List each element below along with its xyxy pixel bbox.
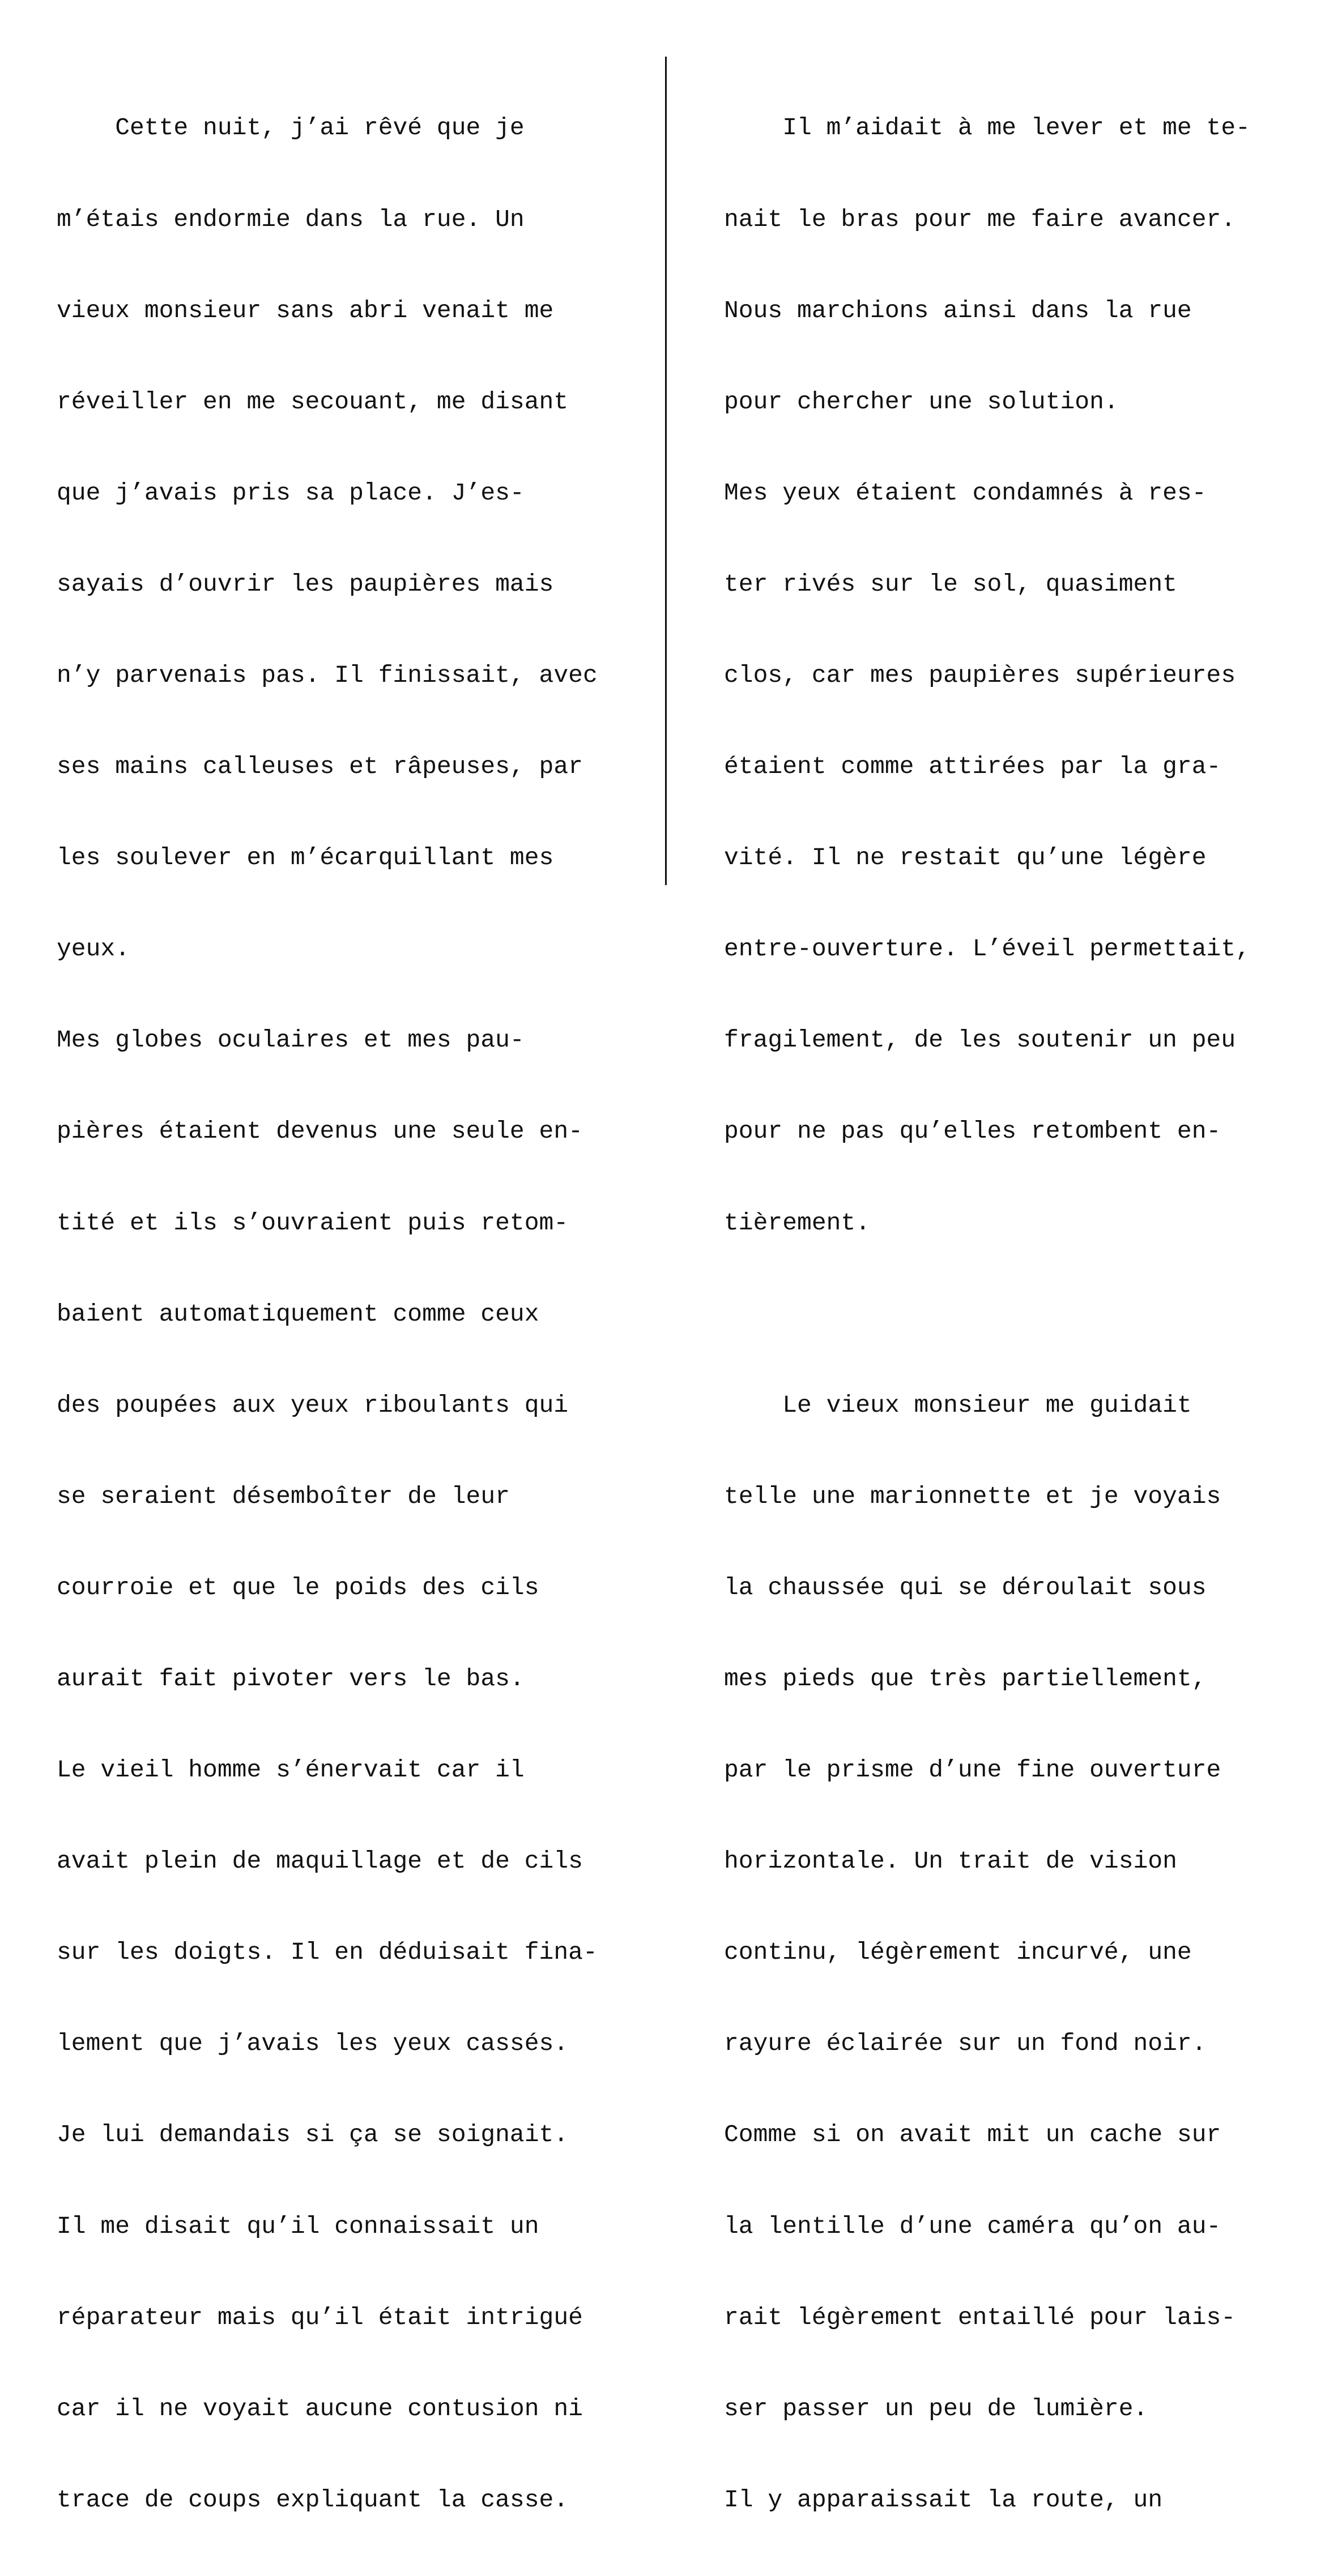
right-text-column	[724, 52, 1302, 2576]
text-line: sayais d’ouvrir les paupières mais	[57, 570, 554, 598]
text-line: tièrement.	[724, 1208, 871, 1237]
text-line: mes pieds que très partiellement,	[724, 1665, 1207, 1693]
text-line: Le vieux monsieur me guidait	[724, 1391, 1192, 1419]
text-line: pour ne pas qu’elles retombent en-	[724, 1117, 1221, 1146]
text-line: n’y parvenais pas. Il finissait, avec	[57, 661, 598, 689]
text-line: Il m’aidait à me lever et me te-	[724, 114, 1250, 142]
text-line: des poupées aux yeux riboulants qui	[57, 1391, 569, 1419]
text-line: yeux.	[57, 935, 130, 963]
text-line: avait plein de maquillage et de cils	[57, 1847, 583, 1876]
text-line: ses mains calleuses et râpeuses, par	[57, 753, 583, 781]
text-line: car il ne voyait aucune contusion ni	[57, 2394, 583, 2423]
text-line: fragilement, de les soutenir un peu	[724, 1026, 1236, 1054]
text-line: Mes globes oculaires et mes pau-	[57, 1026, 525, 1054]
text-line: Je lui demandais si ça se soignait.	[57, 2121, 569, 2149]
text-line: rait légèrement entaillé pour lais-	[724, 2303, 1236, 2331]
text-line: lement que j’avais les yeux cassés.	[57, 2030, 569, 2058]
text-line: Le vieil homme s’énervait car il	[57, 1756, 525, 1784]
text-line: les soulever en m’écarquillant mes	[57, 844, 554, 872]
text-line: sur les doigts. Il en déduisait fina-	[57, 1938, 598, 1967]
text-line: ter rivés sur le sol, quasiment	[724, 570, 1177, 598]
text-line: trace de coups expliquant la casse.	[57, 2485, 569, 2514]
text-line: clos, car mes paupières supérieures	[724, 661, 1236, 689]
text-line: Mes yeux étaient condamnés à res-	[724, 479, 1207, 507]
text-line: Cette nuit, j’ai rêvé que je	[57, 114, 525, 142]
column-divider	[665, 57, 667, 885]
text-line: ser passer un peu de lumière.	[724, 2394, 1148, 2423]
text-line: réveiller en me secouant, me disant	[57, 387, 569, 416]
text-line: la chaussée qui se déroulait sous	[724, 1573, 1207, 1601]
text-line: continu, légèrement incurvé, une	[724, 1938, 1192, 1967]
text-line: Il me disait qu’il connaissait un	[57, 2212, 539, 2240]
text-line: vité. Il ne restait qu’une légère	[724, 844, 1207, 872]
text-line: vieux monsieur sans abri venait me	[57, 296, 554, 324]
text-line: rayure éclairée sur un fond noir.	[724, 2030, 1207, 2058]
text-line: courroie et que le poids des cils	[57, 1573, 539, 1601]
text-line: pour chercher une solution.	[724, 387, 1119, 416]
text-line: Il y apparaissait la route, un	[724, 2485, 1163, 2514]
text-line: étaient comme attirées par la gra-	[724, 753, 1221, 781]
text-line: m’étais endormie dans la rue. Un	[57, 205, 525, 233]
text-line: aurait fait pivoter vers le bas.	[57, 1665, 525, 1693]
text-line: la lentille d’une caméra qu’on au-	[724, 2212, 1221, 2240]
blank-line	[724, 1299, 1302, 1330]
text-line: horizontale. Un trait de vision	[724, 1847, 1177, 1876]
text-line: réparateur mais qu’il était intrigué	[57, 2303, 583, 2331]
left-text-column	[57, 52, 634, 2576]
text-line: Nous marchions ainsi dans la rue	[724, 296, 1192, 324]
text-line: tité et ils s’ouvraient puis retom-	[57, 1208, 569, 1237]
text-line: que j’avais pris sa place. J’es-	[57, 479, 525, 507]
text-line: telle une marionnette et je voyais	[724, 1482, 1221, 1510]
text-line: baient automatiquement comme ceux	[57, 1300, 539, 1328]
text-line: Comme si on avait mit un cache sur	[724, 2121, 1221, 2149]
text-line: nait le bras pour me faire avancer.	[724, 205, 1236, 233]
text-line: entre-ouverture. L’éveil permettait,	[724, 935, 1250, 963]
text-line: par le prisme d’une fine ouverture	[724, 1756, 1221, 1784]
text-line: pières étaient devenus une seule en-	[57, 1117, 583, 1146]
text-line: se seraient désemboîter de leur	[57, 1482, 510, 1510]
